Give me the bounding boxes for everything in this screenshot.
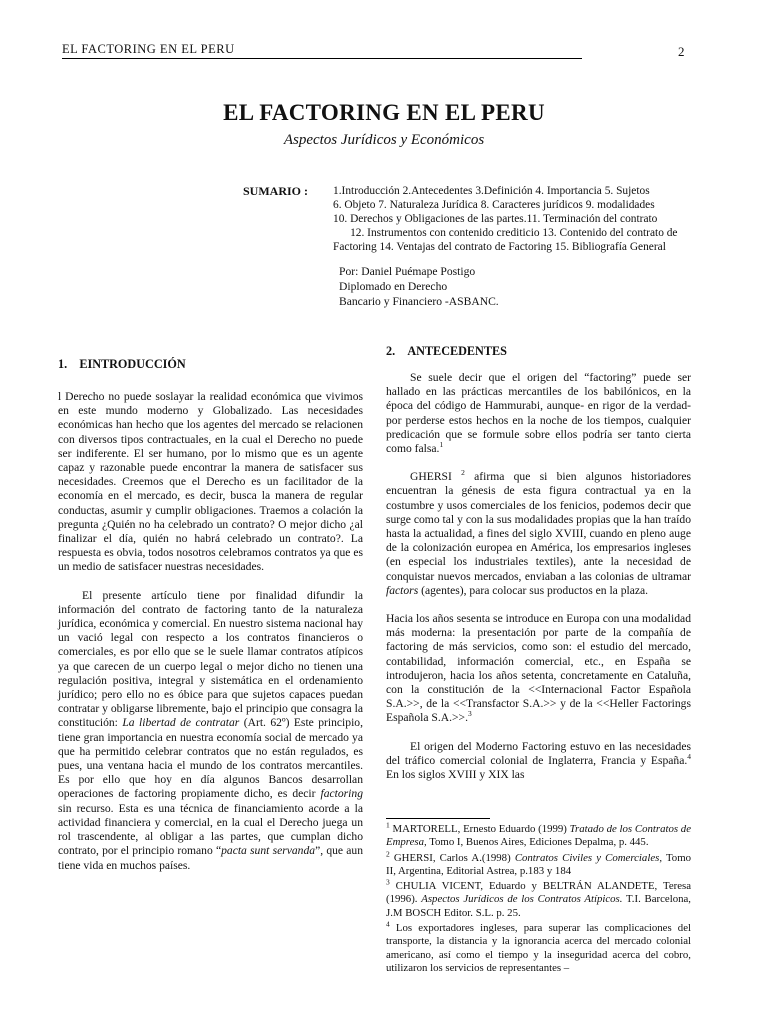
footnote-ref[interactable]: 4	[687, 752, 691, 762]
paragraph: GHERSI $^2$ afirma que si bien algunos historiadores encuentran la génesis de esta figura contractual ya en la costumbre y usos comerciales de los fenicios, podemos decir que surge como tal y con la sus modalidades propias que la han traído hasta la actualidad, a fines del siglo XVIII, cuando en pleno auge de la colonización europea en América, los empresarios ingleses (en especial los industriales textiles), ante la necesidad de conquistar nuevos mercados, enviaban a las colonias de ultramar factors (agentes), para colocar sus productos en la plaza.	[386, 468, 691, 597]
footnote-separator	[386, 818, 490, 819]
paragraph: l Derecho no puede soslayar la realidad económica que vivimos en este mundo moderno y Globalizado. Las necesidades económicas han hecho que los agentes del mercado se relacionen con diversos tipos contractuales, en la cual el Derecho no puede ser indiferente. El ser humano, por lo mismo que es un agente capaz y razonable puede encontrar la manera de satisfacer sus necesidades. Creemos que el Derecho es un facilitador de la economía en el mercado, es decir, busca la manera de regular conductas, asumir y cumplir obligaciones. Traemos a colación la pregunta ¿Quién no ha celebrado un contrato? O mejor dicho ¿al finalizar el día, quién no habrá celebrado un contrato?. La respuesta es obvia, todos nosotros celebramos contratos ya que es un medio de satisfacer nuestras necesidades.	[58, 390, 363, 574]
document-subtitle: Aspectos Jurídicos y Económicos	[283, 132, 485, 148]
document-title: EL FACTORING EN EL PERU	[223, 100, 545, 125]
author-name: Por: Daniel Puémape Postigo	[339, 265, 476, 278]
page-number: 2	[678, 44, 685, 59]
footnote: $^1$ MARTORELL, Ernesto Eduardo (1999) Tratado de los Contratos de Empresa, Tomo I, Buenos Aires, Ediciones Depalma, p. 445.	[386, 820, 691, 849]
section-number: 1.	[58, 357, 68, 371]
sumario-line: 6. Objeto 7. Naturaleza Jurídica 8. Caracteres jurídicos 9. modalidades	[333, 199, 655, 211]
sumario-label: SUMARIO :	[243, 184, 308, 198]
paragraph: Se suele decir que el origen del “factoring” puede ser hallado en las prácticas mercantiles de los babilónicos, en la época del código de Hammurabi, aunque- en rigor de la verdad- por perderse estos hechos en la noche de los tiempos, cualquier predicación que se formule sobre ellos podría ser tanto cierta como falsa.$^1$	[386, 371, 691, 456]
paragraph: Hacia los años sesenta se introduce en Europa con una modalidad más moderna: la presentación por parte de la compañía de factoring de más servicios, como son: el estudio del mercado, contabilidad, información comercial, etc., en España se introdujeron, hacia los años setenta, concretamente en Cataluña, con la constitución de la <<Internacional Factor Española S.A.>>, de la <<Transfactor S.A.>> y de la <<Heller Factorings Española S.A.>>.$^3$	[386, 612, 691, 725]
section-heading-introduccion	[58, 357, 186, 372]
footnote-ref[interactable]: 1	[439, 440, 444, 450]
paragraph: El presente artículo tiene por finalidad difundir la información del contrato de factoring tanto de la naturaleza jurídica, económica y comercial. En nuestro sistema nacional hay un vació legal con respecto a los contratos financieros o comerciales, es por ello que se le suele llamar contratos atípicos ya que carecen de un cuerpo legal o mejor dicho no tienen una regulación positiva, integral y sistemática en el ordenamiento jurídico; pero ello no es óbice para que sujetos capaces puedan contratar y obligarse libremente, bajo el principio que consagra la constitución: La libertad de contratar (Art. 62º) Este principio, tiene gran importancia en nuestra economía social de mercado ya que ha permitido celebrar contratos que no están regulados, es pues, una ventana hacia el mundo de los contratos mercantiles. Es por ello que hoy en día algunos Bancos desarrollan operaciones de factoring propiamente dicho, es decir factoring sin recurso. Esta es una técnica de financiamiento acorde a la actividad financiera y comercial, en la cual el Derecho juega un rol trascendente, al obligar a las partes, que cumplan dicho contrato, por el principio romano “pacta sunt servanda”, que aun tiene vida en muchos países.	[58, 588, 363, 872]
sumario-line: 1.Introducción 2.Antecedentes 3.Definición 4. Importancia 5. Sujetos	[333, 185, 650, 197]
right-column	[386, 371, 691, 782]
sumario-list	[333, 184, 717, 254]
footnote: $^3$ CHULIA VICENT, Eduardo y BELTRÁN ALANDETE, Teresa (1996). Aspectos Jurídicos de los Contratos Atípicos. T.I. Barcelona, J.M BOSCH Editor. S.L. p. 25.	[386, 877, 692, 919]
author-block	[339, 264, 499, 309]
paragraph: El origen del Moderno Factoring estuvo en las necesidades del tráfico comercial colonial de Inglaterra, Francia y España.$^4$ En los siglos XVIII y XIX las	[386, 739, 691, 782]
footnotes	[386, 820, 692, 977]
running-header: EL FACTORING EN EL PERU	[62, 42, 582, 59]
section-heading-antecedentes	[386, 344, 507, 359]
footnote: $^4$ Los exportadores ingleses, para superar las complicaciones del transporte, la distancia y la ignorancia acerca del mercado colonial americano, así como el tiempo y la inseguridad acerca del cobro, utilizaron los servicios de representantes –	[386, 919, 691, 974]
author-credential: Bancario y Financiero -ASBANC.	[339, 295, 499, 308]
sumario-line: 10. Derechos y Obligaciones de las partes.11. Terminación del contrato	[333, 213, 658, 225]
section-number: 2.	[386, 344, 396, 358]
section-title: EINTRODUCCIÓN	[79, 357, 186, 371]
author-credential: Diplomado en Derecho	[339, 280, 448, 293]
footnote: $^2$ GHERSI, Carlos A.(1998) Contratos Civiles y Comerciales, Tomo II, Argentina, Editorial Astrea, p.183 y 184	[386, 849, 691, 877]
section-title: ANTECEDENTES	[407, 344, 507, 358]
sumario-line: Factoring 14. Ventajas del contrato de Factoring 15. Bibliografía General	[333, 241, 666, 253]
left-column	[58, 390, 363, 873]
footnote-ref[interactable]: 3	[468, 709, 472, 719]
sumario-line: 12. Instrumentos con contenido crediticio 13. Contenido del contrato de	[333, 227, 678, 239]
footnote-ref[interactable]: 2	[461, 468, 465, 478]
